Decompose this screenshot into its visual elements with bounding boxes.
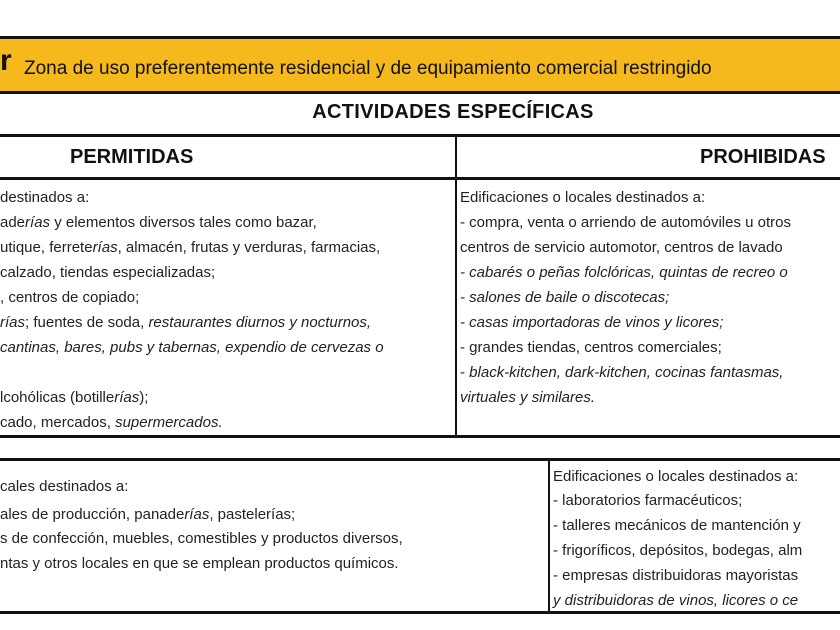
permitted-header: PERMITIDAS <box>70 146 194 168</box>
list-item: virtuales y similares. <box>460 389 596 406</box>
banner-bottom-border <box>0 91 840 94</box>
list-item: utique, ferreterías, almacén, frutas y verduras, farmacias, <box>0 239 381 256</box>
list-item: - casas importadoras de vinos y licores; <box>460 314 724 331</box>
list-item: - cabarés o peñas folclóricas, quintas de recreo o <box>460 264 788 281</box>
list-item: - empresas distribuidoras mayoristas <box>553 567 799 584</box>
list-item: aderías y elementos diversos tales como bazar, <box>0 214 317 231</box>
list-item: , centros de copiado; <box>0 289 140 306</box>
list-item: - talleres mecánicos de mantención y <box>553 517 801 534</box>
list-item: y distribuidoras de vinos, licores o ce <box>553 592 799 609</box>
list-item: lcohólicas (botillerías); <box>0 389 149 406</box>
list-item: - black-kitchen, dark-kitchen, cocinas fantasmas, <box>460 364 784 381</box>
list-item: ales de producción, panaderías, pastelerías; <box>0 506 296 523</box>
list-item: cado, mercados, supermercados. <box>0 414 223 431</box>
list-item: centros de servicio automotor, centros de lavado <box>460 239 783 256</box>
list-item: - grandes tiendas, centros comerciales; <box>460 339 722 356</box>
list-item: calzado, tiendas especializadas; <box>0 264 216 281</box>
section-title: ACTIVIDADES ESPECÍFICAS <box>312 101 594 123</box>
list-item: ntas y otros locales en que se emplean productos químicos. <box>0 555 399 572</box>
list-item: cantinas, bares, pubs y tabernas, expendio de cervezas o <box>0 339 384 356</box>
title-bottom-border <box>0 134 840 137</box>
list-item: destinados a: <box>0 189 90 206</box>
list-item: - laboratorios farmacéuticos; <box>553 492 743 509</box>
bottom-block-top-border <box>0 458 840 461</box>
list-item: - compra, venta o arriendo de automóviles u otros <box>460 214 792 231</box>
list-item: Edificaciones o locales destinados a: <box>460 189 706 206</box>
list-item: - frigoríficos, depósitos, bodegas, alm <box>553 542 803 559</box>
list-item: s de confección, muebles, comestibles y productos diversos, <box>0 530 403 547</box>
bottom-block-bottom-border <box>0 611 840 614</box>
list-item: - salones de baile o discotecas; <box>460 289 670 306</box>
zone-code: r <box>0 44 12 77</box>
prohibited-header: PROHIBIDAS <box>700 146 826 168</box>
list-item: rías; fuentes de soda, restaurantes diurnos y nocturnos, <box>0 314 372 331</box>
header-bottom-border <box>0 177 840 180</box>
top-block-bottom-border <box>0 435 840 438</box>
zone-description: Zona de uso preferentemente residencial y de equipamiento comercial restringido <box>24 58 712 79</box>
list-item: Edificaciones o locales destinados a: <box>553 468 799 485</box>
list-item: cales destinados a: <box>0 478 129 495</box>
column-divider-bottom <box>548 458 550 612</box>
